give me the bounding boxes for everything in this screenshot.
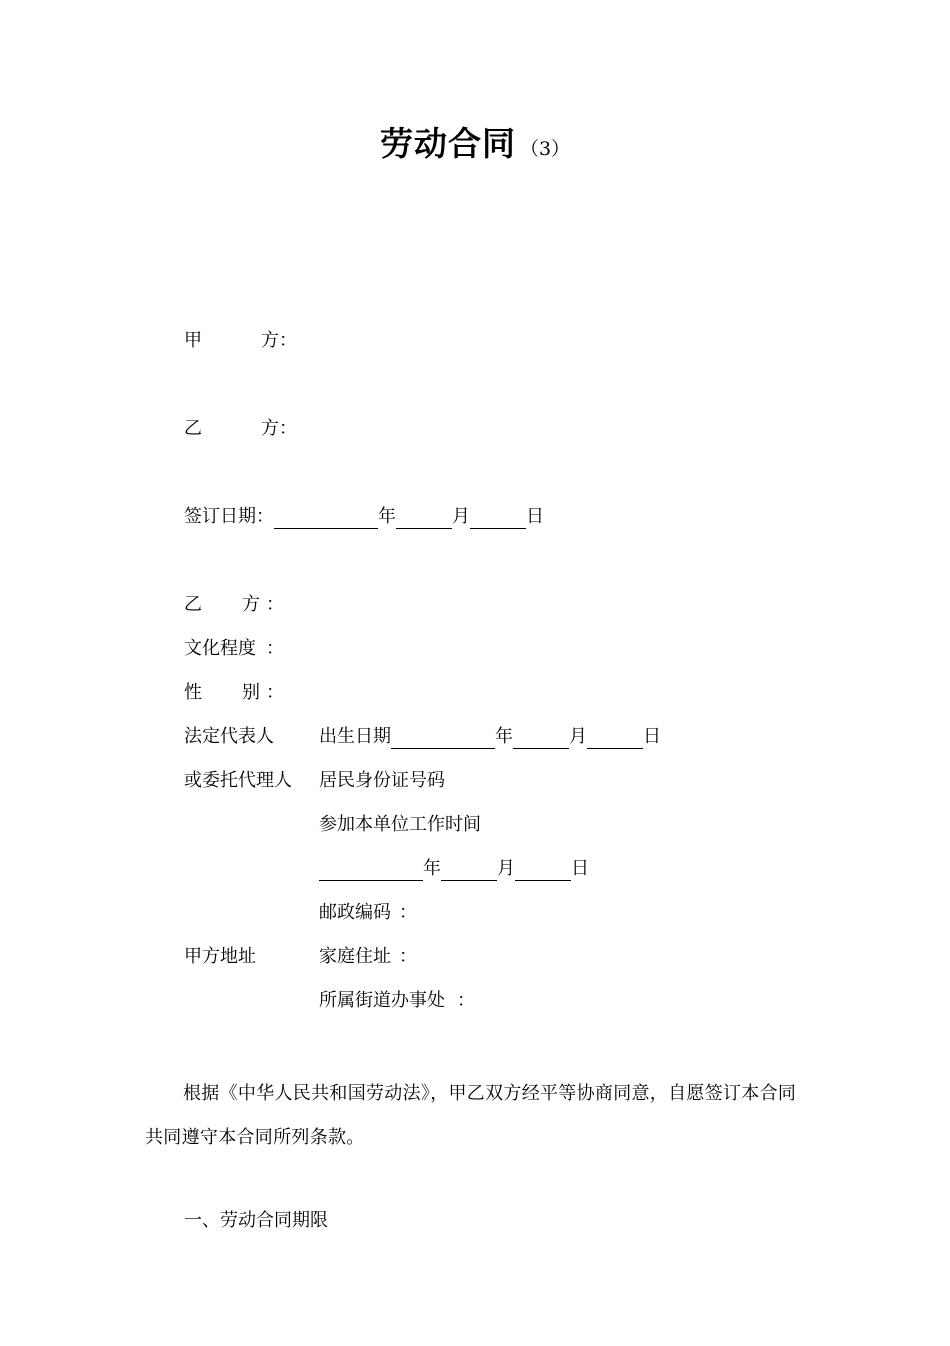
sign-date-line	[184, 505, 544, 529]
sign-year-unit: 年	[378, 506, 396, 527]
sign-month-unit: 月	[452, 506, 470, 527]
preamble-paragraph: 根据《中华人民共和国劳动法》，甲乙双方经平等协商同意，自愿签订本合同共同遵守本合同所列条款。	[145, 1083, 797, 1148]
sign-day-blank	[470, 508, 526, 529]
title-text: 劳动合同	[379, 124, 516, 163]
birth-year-blank	[391, 728, 495, 749]
party-b-label: 乙	[184, 418, 202, 439]
birth-day-unit: 日	[643, 726, 661, 747]
join-year-unit: 年	[423, 858, 441, 879]
join-day-unit: 日	[571, 858, 589, 879]
field-gender-char-1: 性	[184, 682, 202, 703]
join-day-blank	[515, 860, 571, 881]
join-year-blank	[319, 860, 423, 881]
sign-year-blank	[274, 508, 378, 529]
field-street-office-colon: ：	[457, 990, 475, 1011]
field-street-office: 所属街道办事处	[319, 990, 445, 1011]
party-a-label: 甲	[184, 330, 202, 351]
sign-month-blank	[396, 508, 452, 529]
field-gender-char-2: 别	[242, 682, 260, 703]
birth-day-blank	[587, 728, 643, 749]
birth-month-blank	[513, 728, 569, 749]
party-a-label-suffix: 方：	[261, 330, 297, 351]
birth-date-label: 出生日期	[319, 726, 391, 747]
field-home-address: 家庭住址	[319, 946, 391, 967]
field-agent: 或委托代理人	[184, 770, 292, 791]
field-education-colon: ：	[266, 638, 284, 659]
field-home-address-colon: ：	[399, 946, 417, 967]
party-b-label-suffix: 方：	[261, 418, 297, 439]
field-party-b-colon: ：	[266, 594, 284, 615]
field-postal-code: 邮政编码	[319, 902, 391, 923]
field-education: 文化程度	[184, 638, 256, 659]
field-join-time: 参加本单位工作时间	[319, 814, 481, 835]
field-gender-colon: ：	[266, 682, 284, 703]
join-month-blank	[441, 860, 497, 881]
field-party-a-address: 甲方地址	[184, 946, 256, 967]
sign-day-unit: 日	[526, 506, 544, 527]
birth-date-line	[319, 725, 661, 749]
join-month-unit: 月	[497, 858, 515, 879]
field-postal-code-colon: ：	[399, 902, 417, 923]
field-party-b-char-1: 乙	[184, 594, 202, 615]
title-number: （3）	[519, 138, 571, 160]
field-id-number: 居民身份证号码	[319, 770, 445, 791]
section-heading-1: 一、劳动合同期限	[184, 1210, 328, 1231]
sign-date-label: 签订日期：	[184, 506, 274, 527]
field-party-b-char-2: 方	[242, 594, 260, 615]
join-date-line	[319, 857, 589, 881]
field-legal-rep: 法定代表人	[184, 726, 274, 747]
birth-year-unit: 年	[495, 726, 513, 747]
document-title	[0, 118, 950, 165]
birth-month-unit: 月	[569, 726, 587, 747]
